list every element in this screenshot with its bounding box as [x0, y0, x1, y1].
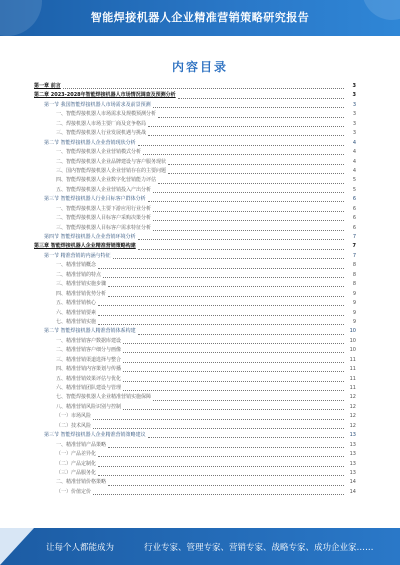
toc-entry-page: 6	[352, 215, 356, 222]
toc-leader-dots	[98, 475, 344, 476]
toc-leader-dots	[93, 419, 344, 420]
toc-entry-page: 11	[349, 356, 356, 363]
toc-entry-label: 六、精准营销团队建设与管理	[56, 385, 122, 391]
toc-entry[interactable]	[34, 469, 356, 478]
toc-entry-label: 一、智能焊接机器人主要下游应用行业分析	[56, 205, 152, 212]
toc-entry-page: 4	[352, 167, 356, 174]
toc-entry-page: 13	[349, 441, 356, 448]
toc-leader-dots	[98, 268, 344, 269]
toc-leader-dots	[153, 211, 344, 212]
toc-leader-dots	[123, 343, 344, 344]
page-footer	[0, 528, 400, 565]
toc-entry[interactable]	[34, 309, 356, 318]
toc-leader-dots	[93, 494, 344, 495]
toc-entry-label: 第二节 智能焊接机器人精准营销体系构建	[44, 328, 136, 335]
toc-leader-dots	[168, 164, 344, 165]
toc-entry-label: （二）技术风险	[56, 422, 92, 429]
toc-entry-label: 第三章 智能焊接机器人企业精准营销策略构建	[34, 243, 136, 250]
toc-entry-label: （一）产品差异化	[56, 451, 97, 458]
toc-leader-dots	[113, 258, 344, 259]
toc-entry-page: 5	[352, 177, 356, 184]
toc-entry-page: 3	[352, 120, 356, 127]
toc-entry[interactable]	[34, 488, 356, 497]
toc-leader-dots	[123, 381, 344, 382]
toc-entry-page: 4	[352, 158, 356, 165]
toc-entry[interactable]	[34, 167, 356, 176]
toc-entry-page: 3	[352, 92, 356, 99]
toc-leader-dots	[98, 466, 344, 467]
toc-entry-page: 9	[352, 318, 356, 325]
toc-entry-page: 13	[349, 451, 356, 458]
toc-entry-page: 6	[352, 205, 356, 212]
toc-leader-dots	[158, 117, 344, 118]
toc-entry[interactable]	[34, 252, 356, 261]
toc-entry-page: 14	[349, 479, 356, 486]
toc-leader-dots	[138, 145, 344, 146]
toc-entry-label: 一、智能焊接机器人市场需求及规模预测分析	[56, 111, 157, 118]
toc-entry-label: 一、精准营销概念	[56, 262, 97, 269]
toc-entry[interactable]	[34, 478, 356, 487]
toc-entry-page: 3	[352, 111, 356, 118]
toc-leader-dots	[108, 296, 344, 297]
footer-decoration	[0, 528, 34, 565]
toc-entry-page: 11	[349, 375, 356, 382]
toc-entry[interactable]	[34, 233, 356, 242]
toc-entry-label: （三）产品服务化	[56, 469, 97, 476]
toc-entry[interactable]	[34, 365, 356, 374]
toc-entry[interactable]	[34, 280, 356, 289]
toc-leader-dots	[98, 324, 344, 325]
toc-leader-dots	[98, 305, 344, 306]
toc-entry-page: 11	[349, 385, 356, 391]
toc-entry-page: 13	[349, 469, 356, 476]
toc-entry-page: 3	[352, 130, 356, 137]
toc-entry[interactable]	[34, 460, 356, 469]
toc-entry-label: 二、精准营销的特点	[56, 271, 102, 278]
toc-entry-label: 三、国内智能焊接机器人企业营销存在的主要问题	[56, 167, 167, 174]
toc-leader-dots	[98, 456, 344, 457]
toc-entry-label: 五、智能焊接机器人企业营销投入产出分析	[56, 186, 152, 193]
toc-entry-page: 12	[349, 413, 356, 420]
footer-slogan	[46, 541, 374, 553]
toc-entry-label: （一）价值定价	[56, 488, 92, 495]
toc-entry-label: 第一章 前言	[34, 83, 61, 89]
toc-leader-dots	[93, 428, 344, 429]
toc-leader-dots	[148, 135, 344, 136]
toc-entry-page: 4	[352, 149, 356, 156]
toc-entry-label: 第二节 智能焊接机器人企业营销现状分析	[44, 139, 136, 146]
toc-entry-page: 4	[352, 139, 356, 146]
toc-entry[interactable]	[34, 431, 356, 440]
toc-entry[interactable]	[34, 214, 356, 223]
toc-entry-page: 10	[349, 347, 356, 354]
toc-entry-label: 三、精准营销渠道选择与整合	[56, 356, 122, 363]
toc-entry-label: 第三节 智能焊接机器人行业目标客户群体分析	[44, 196, 146, 203]
toc-leader-dots	[148, 126, 344, 127]
toc-entry-page: 3	[352, 83, 356, 89]
report-title: 智能焊接机器人企业精准营销策略研究报告	[90, 11, 310, 24]
toc-entry[interactable]	[34, 384, 356, 393]
page-header	[0, 0, 400, 36]
toc-entry[interactable]	[34, 441, 356, 450]
toc-entry[interactable]	[34, 205, 356, 214]
toc-entry-label: 第二章 2023-2028年智能焊接机器人市场情况调查及预测分析	[34, 92, 176, 99]
toc-entry[interactable]	[34, 110, 356, 119]
toc-entry[interactable]	[34, 186, 356, 195]
toc-leader-dots	[148, 201, 344, 202]
toc-leader-dots	[178, 98, 344, 99]
toc-entry-label: 二、智能焊接机器人目标客户采购决策分析	[56, 215, 152, 222]
toc-entry-page: 10	[349, 328, 356, 335]
toc-entry-page: 12	[349, 422, 356, 429]
toc-entry[interactable]	[34, 412, 356, 421]
toc-leader-dots	[143, 154, 344, 155]
toc-entry-label: 第三节 智能焊接机器人企业精准营销策略建议	[44, 432, 146, 439]
toc-entry-page: 13	[349, 432, 356, 439]
toc-entry-page: 7	[352, 252, 356, 259]
toc-leader-dots	[98, 315, 344, 316]
toc-leader-dots	[153, 220, 344, 221]
toc-leader-dots	[108, 286, 344, 287]
toc-entry[interactable]	[34, 129, 356, 138]
toc-heading: 内容目录	[171, 60, 228, 74]
toc-entry[interactable]	[34, 318, 356, 327]
toc-entry-label: 第一节 精准营销的内涵与特征	[44, 252, 111, 259]
toc-entry-page: 6	[352, 224, 356, 231]
toc-leader-dots	[153, 400, 344, 401]
toc-leader-dots	[123, 409, 344, 410]
toc-entry-page: 9	[352, 309, 356, 316]
toc-entry-label: 二、精准营销客户细分与画像	[56, 347, 122, 354]
toc-entry-label: 一、智能焊接机器人企业营销模式分析	[56, 149, 142, 156]
toc-entry[interactable]	[34, 375, 356, 384]
toc-leader-dots	[123, 390, 344, 391]
toc-entry[interactable]	[34, 158, 356, 167]
toc-leader-dots	[168, 173, 344, 174]
toc-entry-page: 8	[352, 281, 356, 288]
toc-entry[interactable]	[34, 139, 356, 148]
toc-leader-dots	[103, 277, 344, 278]
toc-entry-label: 五、精准营销核心	[56, 300, 97, 307]
toc-leader-dots	[108, 485, 344, 486]
toc-entry[interactable]	[34, 337, 356, 346]
toc-entry-label: （一）市场风险	[56, 413, 92, 420]
toc-leader-dots	[108, 447, 344, 448]
toc-entry[interactable]	[34, 290, 356, 299]
toc-leader-dots	[138, 334, 344, 335]
toc-entry-label: 七、精准营销实施	[56, 318, 97, 325]
toc-entry-label: 四、精准营销内容策划与传播	[56, 366, 122, 373]
toc-entry[interactable]	[34, 101, 356, 110]
toc-entry[interactable]	[34, 422, 356, 431]
toc-entry[interactable]	[34, 148, 356, 157]
toc-entry-label: 三、智能焊接机器人目标客户需求特征分析	[56, 224, 152, 231]
toc-entry-label: 二、智能焊接机器人企业品牌建设与客户服务现状	[56, 158, 167, 165]
toc-entry-page: 5	[352, 186, 356, 193]
toc-entry-label: 四、智能焊接机器人企业数字化营销能力评估	[56, 177, 157, 184]
toc-entry[interactable]	[34, 356, 356, 365]
toc-entry-label: 一、精准营销客户数据库建设	[56, 337, 122, 344]
toc-entry-label: 一、精准营销产品策略	[56, 441, 107, 448]
toc-entry-label: 第一节 我国智能焊接机器人市场需求及前景预测	[44, 101, 151, 108]
toc-entry[interactable]	[34, 176, 356, 185]
toc-entry-page: 12	[349, 403, 356, 410]
toc-leader-dots	[63, 88, 344, 89]
toc-entry-page: 12	[349, 394, 356, 401]
toc-leader-dots	[153, 230, 344, 231]
footer-contact: 让每个人都能成为	[46, 543, 115, 553]
toc-entry[interactable]	[34, 271, 356, 280]
toc-entry-label: 七、智能焊接机器人企业精准营销实施保障	[56, 394, 152, 401]
toc-entry-page: 14	[349, 488, 356, 495]
toc-entry-page: 8	[352, 271, 356, 278]
toc-entry[interactable]	[34, 82, 356, 91]
toc-leader-dots	[123, 352, 344, 353]
toc-entry[interactable]	[34, 346, 356, 355]
toc-entry-page: 11	[349, 366, 356, 373]
toc-entry-label: 六、精准营销要素	[56, 309, 97, 316]
toc-entry-label: 八、精准营销风险识别与控制	[56, 403, 122, 410]
toc-leader-dots	[148, 437, 344, 438]
toc-entry[interactable]	[34, 403, 356, 412]
toc-leader-dots	[153, 107, 344, 108]
toc-entry-label: 第四节 智能焊接机器人企业营销环境分析	[44, 234, 136, 240]
footer-tagline: 行业专家、管理专家、营销专家、战略专家、成功企业家……	[144, 543, 374, 553]
toc-leader-dots	[123, 362, 344, 363]
toc-entry-page: 10	[349, 337, 356, 344]
toc-entry[interactable]	[34, 261, 356, 270]
toc-entry[interactable]	[34, 91, 356, 100]
toc-leader-dots	[153, 192, 344, 193]
toc-entry-page: 3	[352, 101, 356, 108]
toc-entry-label: （二）产品定制化	[56, 460, 97, 467]
toc-entry-page: 8	[352, 262, 356, 269]
toc-entry-label: 二、焊接机器人市场主要厂商及竞争格局	[56, 120, 147, 127]
toc-entry-label: 五、精准营销效果评估与优化	[56, 375, 122, 382]
toc-entry[interactable]	[34, 224, 356, 233]
toc-entry[interactable]	[34, 393, 356, 402]
toc-entry-label: 二、精准营销价格策略	[56, 479, 107, 486]
toc-leader-dots	[123, 371, 344, 372]
table-of-contents	[34, 82, 356, 497]
toc-entry-page: 9	[352, 290, 356, 297]
toc-entry-page: 7	[352, 234, 356, 240]
toc-entry[interactable]	[34, 195, 356, 204]
toc-entry-page: 7	[352, 243, 356, 250]
toc-entry[interactable]	[34, 120, 356, 129]
toc-entry-label: 三、智能焊接机器人行业发展机遇与挑战	[56, 130, 147, 137]
toc-entry-label: 四、精准营销优势分析	[56, 290, 107, 297]
toc-entry[interactable]	[34, 327, 356, 336]
toc-entry-label: 三、精准营销实施步骤	[56, 281, 107, 288]
toc-entry-page: 13	[349, 460, 356, 467]
toc-leader-dots	[138, 239, 344, 240]
toc-entry[interactable]	[34, 242, 356, 251]
toc-entry-page: 6	[352, 196, 356, 203]
toc-leader-dots	[158, 183, 344, 184]
toc-entry-page: 9	[352, 300, 356, 307]
toc-entry[interactable]	[34, 299, 356, 308]
toc-leader-dots	[138, 249, 344, 250]
toc-entry[interactable]	[34, 450, 356, 459]
